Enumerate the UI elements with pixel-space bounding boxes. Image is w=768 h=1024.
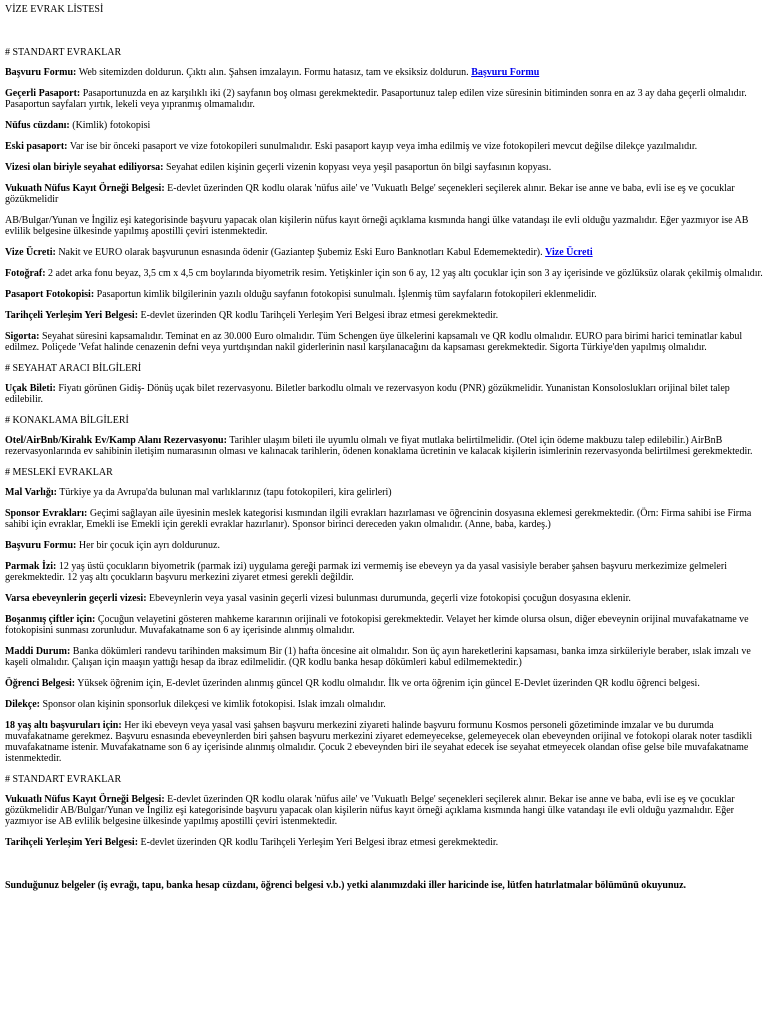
- item-note: [5, 215, 763, 237]
- item-fotograf: [5, 268, 763, 279]
- item-label: Otel/AirBnb/Kiralık Ev/Kamp Alanı Rezervasyonu:: [5, 435, 227, 446]
- item-basvuru-formu: [5, 540, 763, 551]
- item-vukuath-nufus-kayit-ornegi-belgesi: [5, 183, 763, 205]
- item-label: Geçerli Pasaport:: [5, 88, 81, 99]
- item-otel-airbnb-kiralik-ev-kamp-alani-rezervasyonu: [5, 435, 763, 457]
- item-label: Uçak Bileti:: [5, 383, 56, 394]
- item-vize-ucreti: [5, 247, 763, 258]
- item-label: Vize Ücreti:: [5, 247, 56, 258]
- item-label: Öğrenci Belgesi:: [5, 678, 76, 689]
- item-label: Vizesi olan biriyle seyahat ediliyorsa:: [5, 162, 164, 173]
- item-sigorta: [5, 331, 763, 353]
- item-text: Her bir çocuk için ayrı doldurunuz.: [76, 540, 220, 551]
- item-text: AB/Bulgar/Yunan ve İngiliz eşi kategorisinde başvuru yapacak olan kişilerin nüfus kayıt örneği açıklama kısmında hangi ülke vatandaşı ile evli olduğu yazmalıdır. Eğer yazmıyor ise AB evlilik belgesine ülkesinde yapılmış apostilli çeviri istenmektedir.: [5, 215, 749, 237]
- item-label: Mal Varlığı:: [5, 487, 57, 498]
- section-heading: # MESLEKİ EVRAKLAR: [5, 467, 113, 478]
- section-heading: # KONAKLAMA BİLGİLERİ: [5, 415, 129, 426]
- item-text: 12 yaş üstü çocukların biyometrik (parmak izi) uygulama gereği parmak izi vermemiş ise ebeveyn ya da yasal vasisiyle beraber şahsen başvuru merkezimize gelmeleri gerekmektedir. 12 yaş altı çocukların başvuru merkezini ziyaret etmesi gerekli değildir.: [5, 561, 727, 583]
- item-vukuatli-nufus-kayit-ornegi-belgesi: [5, 794, 763, 827]
- item-text: Seyahat edilen kişinin geçerli vizenin kopyası veya yeşil pasaportun ön bilgi sayfasının kopyası.: [163, 162, 552, 173]
- item-basvuru-formu: [5, 67, 763, 78]
- item-text: Türkiye ya da Avrupa'da bulunan mal varlıklarınız (tapu fotokopileri, kira gelirleri): [56, 487, 392, 498]
- item-label: Sponsor Evrakları:: [5, 508, 88, 519]
- item-bosanmis-ciftler-icin: [5, 614, 763, 636]
- item-label: Pasaport Fotokopisi:: [5, 289, 95, 300]
- item-text: Sponsor olan kişinin sponsorluk dilekçesi ve kimlik fotokopisi. Islak imzalı olmalıdır.: [40, 699, 386, 710]
- item-text: Her iki ebeveyn veya yasal vasi şahsen başvuru merkezini ziyareti halinde başvuru formunu Kosmos personeli gözetiminde imzalar ve bu durumda muvafakatname gerekmez. Başvuru esnasında ebeveynlerden biri şahsen başvuru merkezini ziyaret edemeyecekse, gelemeyecek olan ebeveynden orijinal ve fotokopi olarak noter tasdikli muvafakatname istenir. Muvafakatname son 6 ay içerisinde alınmış olmalıdır. Çocuk 2 ebeveynden biri ile seyahat edecek ise seyahat etmeyecek olandan ofise gelse bile muvafakatname istenmektedir.: [5, 720, 753, 764]
- item-label: Dilekçe:: [5, 699, 40, 710]
- item-text: Geçimi sağlayan aile üyesinin meslek kategorisi kısmından ilgili evrakları hazırlaması ve öğrencinin dosyasına eklemesi gerekmektedir. (Örn: Firma sahibi ise Firma sahibi için evraklar, Emekli ise Emekli için gerekli evraklar hazırlanır). Sponsor birinci dereceden yakın olmalıdır. (Anne, baba, kardeş.): [5, 508, 752, 530]
- item-varsa-ebeveynlerin-gecerli-vizesi: [5, 593, 763, 604]
- item-label: Vukuatlı Nüfus Kayıt Örneği Belgesi:: [5, 794, 165, 805]
- item-text: E-devlet üzerinden QR kodlu olarak 'nüfus aile' ve 'Vukuatlı Belge' seçenekleri seçilerek alınır. Bekar ise anne ve baba, evli ise eş ve çocuklar gözükmelidir AB/Bulgar/Yunan ve İngiliz eşi kategorisinde başvuru yapacak olan kişilerin nüfus kayıt örneği açıklama kısmında hangi ülke vatandaşı ile evli olduğu yazmalıdır. Eğer yazmıyor ise AB evlilik belgesine ülkesinde yapılmış apostilli çeviri istenmektedir.: [5, 794, 735, 827]
- section-heading: # STANDART EVRAKLAR: [5, 47, 122, 58]
- item-text: Fiyatı görünen Gidiş- Dönüş uçak bilet rezervasyonu. Biletler barkodlu olmalı ve rezervasyon kodu (PNR) gözükmelidir. Yunanistan Konsoloslukları orijinal bilet talep edilebilir.: [5, 383, 730, 405]
- item-text: E-devlet üzerinden QR kodlu Tarihçeli Yerleşim Yeri Belgesi ibraz etmesi gerekmektedir.: [138, 310, 499, 321]
- item-text: Banka dökümleri randevu tarihinden maksimum Bir (1) hafta öncesine ait olmalıdır. Son üç ayın hareketlerini kapsaması, banka imza sirküleriyle beraber, ıslak imzalı ve kaşeli olmalıdır. Çalışan için maaşın yattığı hesap da ibraz edilmelidir. (QR kodlu banka hesap dökümleri kabul edilmemektedir.): [5, 646, 751, 668]
- item-maddi-durum: [5, 646, 763, 668]
- item-gecerli-pasaport: [5, 88, 763, 110]
- document-content: [5, 47, 763, 848]
- item-text: Pasaportunuzda en az karşılıklı iki (2) sayfanın boş olması gerekmektedir. Pasaportunuz talep edilen vize süresinin bitiminden sonra en az 3 ay daha geçerli olmalıdır. Pasaportun sayfaları yırtık, lekeli veya yıpranmış olmamalıdır.: [5, 88, 747, 110]
- item-text: Var ise bir önceki pasaport ve vize fotokopileri sunulmalıdır. Eski pasaport kayıp veya imha edilmiş ve vize fotokopileri mevcut değilse dilekçe yazılmalıdır.: [67, 141, 698, 152]
- item-ucak-bileti: [5, 383, 763, 405]
- item-label: Maddi Durum:: [5, 646, 71, 657]
- item-pasaport-fotokopisi: [5, 289, 763, 300]
- item-label: Fotoğraf:: [5, 268, 46, 279]
- item-tarihceli-yerlesim-yeri-belgesi: [5, 837, 763, 848]
- item-nufus-cuzdani: [5, 120, 763, 131]
- item-text: E-devlet üzerinden QR kodlu olarak 'nüfus aile' ve 'Vukuatlı Belge' seçenekleri seçilerek alınır. Bekar ise anne ve baba, evli ise eş ve çocuklar gözükmelidir: [5, 183, 735, 205]
- item-eski-pasaport: [5, 141, 763, 152]
- item-label: Eski pasaport:: [5, 141, 68, 152]
- item-mal-varligi: [5, 487, 763, 498]
- basvuru-formu-link[interactable]: Başvuru Formu: [471, 67, 540, 78]
- item-label: Boşanmış çiftler için:: [5, 614, 96, 625]
- item-text: Yüksek öğrenim için, E-devlet üzerinden alınmış güncel QR kodlu olmalıdır. İlk ve orta öğrenim için güncel E-Devlet üzerinden QR kodlu öğrenci belgesi.: [75, 678, 700, 689]
- vize-ucreti-link[interactable]: Vize Ücreti: [545, 247, 593, 258]
- item-parmak-izi: [5, 561, 763, 583]
- item-tarihceli-yerlesim-yeri-belgesi: [5, 310, 763, 321]
- item-text: Tarihler ulaşım bileti ile uyumlu olmalı ve fiyat mutlaka belirtilmelidir. (Otel için ödeme makbuzu talep edilebilir.) AirBnB rezervasyonlarında ev sahibinin iletişim numarasının olması ve kalınacak tarihlerin, ödenen konaklama ücretinin ve kalacak kişilerin isimlerinin rezervasyonda belirtilmesi gerekmektedir.: [5, 435, 753, 457]
- item-label: Tarihçeli Yerleşim Yeri Belgesi:: [5, 837, 139, 848]
- item-label: Vukuath Nüfus Kayıt Örneği Belgesi:: [5, 183, 165, 194]
- item-text: E-devlet üzerinden QR kodlu Tarihçeli Yerleşim Yeri Belgesi ibraz etmesi gerekmektedir.: [138, 837, 499, 848]
- item-18-yas-alti-basvurulari-icin: [5, 720, 763, 764]
- item-sponsor-evraklari: [5, 508, 763, 530]
- page-title: VİZE EVRAK LİSTESİ: [5, 4, 104, 15]
- item-text: Çocuğun velayetini gösteren mahkeme kararının orijinali ve fotokopisi gerekmektedir. Velayet her kimde olursa olsun, diğer ebeveynin orijinal muvafakatname ve fotokopisini sunması zorunludur. Muvafakatname son 6 ay içerisinde alınmış olmalıdır.: [5, 614, 749, 636]
- item-ogrenci-belgesi: [5, 678, 763, 689]
- spacer: [5, 858, 763, 880]
- item-vizesi-olan-biriyle-seyahat-ediliyorsa: [5, 162, 763, 173]
- item-text: (Kimlik) fotokopisi: [69, 120, 151, 131]
- item-text: Pasaportun kimlik bilgilerinin yazılı olduğu sayfanın fotokopisi sunulmalı. İşlenmiş tüm sayfaların fotokopileri eklenmelidir.: [94, 289, 597, 300]
- item-label: Başvuru Formu:: [5, 540, 77, 551]
- item-text: Nakit ve EURO olarak başvurunun esnasında ödenir (Gaziantep Şubemiz Eski Euro Banknotları Kabul Edememektedir).: [55, 247, 546, 258]
- item-label: Tarihçeli Yerleşim Yeri Belgesi:: [5, 310, 139, 321]
- item-label: Sigorta:: [5, 331, 40, 342]
- section-heading: # SEYAHAT ARACI BİLGİLERİ: [5, 363, 142, 374]
- item-dilekce: [5, 699, 763, 710]
- item-label: Nüfus cüzdanı:: [5, 120, 70, 131]
- item-label: Başvuru Formu:: [5, 67, 77, 78]
- final-note: Sunduğunuz belgeler (iş evrağı, tapu, banka hesap cüzdanı, öğrenci belgesi v.b.) yetki alanımızdaki iller haricinde ise, lütfen hatırlatmalar bölümünü okuyunuz.: [5, 880, 687, 891]
- section-heading: # STANDART EVRAKLAR: [5, 774, 122, 785]
- item-text: 2 adet arka fonu beyaz, 3,5 cm x 4,5 cm boylarında biyometrik resim. Yetişkinler için son 6 ay, 12 yaş altı çocuklar için son 3 ay içerisinde ve gözlüksüz olarak çekilmiş olmalıdır.: [45, 268, 763, 279]
- item-label: 18 yaş altı başvuruları için:: [5, 720, 122, 731]
- item-text: Web sitemizden doldurun. Çıktı alın. Şahsen imzalayın. Formu hatasız, tam ve eksiksiz doldurun.: [76, 67, 472, 78]
- item-label: Varsa ebeveynlerin geçerli vizesi:: [5, 593, 147, 604]
- item-text: Seyahat süresini kapsamalıdır. Teminat en az 30.000 Euro olmalıdır. Tüm Schengen üye ülkelerini kapsamalı ve QR kodlu olmalıdır. EURO para birimi harici teminatlar kabul edilmez. Poliçede 'Vefat halinde cenazenin defni veya yurtdışından nakil giderlerinin nasıl karşılanacağını da kapsaması gerekmektedir. Sigorta Türkiye'den yapılmış olmalıdır.: [5, 331, 743, 353]
- item-text: Ebeveynlerin veya yasal vasinin geçerli vizesi bulunması durumunda, geçerli vize fotokopisi çocuğun dosyasına eklenir.: [146, 593, 631, 604]
- item-label: Parmak İzi:: [5, 561, 57, 572]
